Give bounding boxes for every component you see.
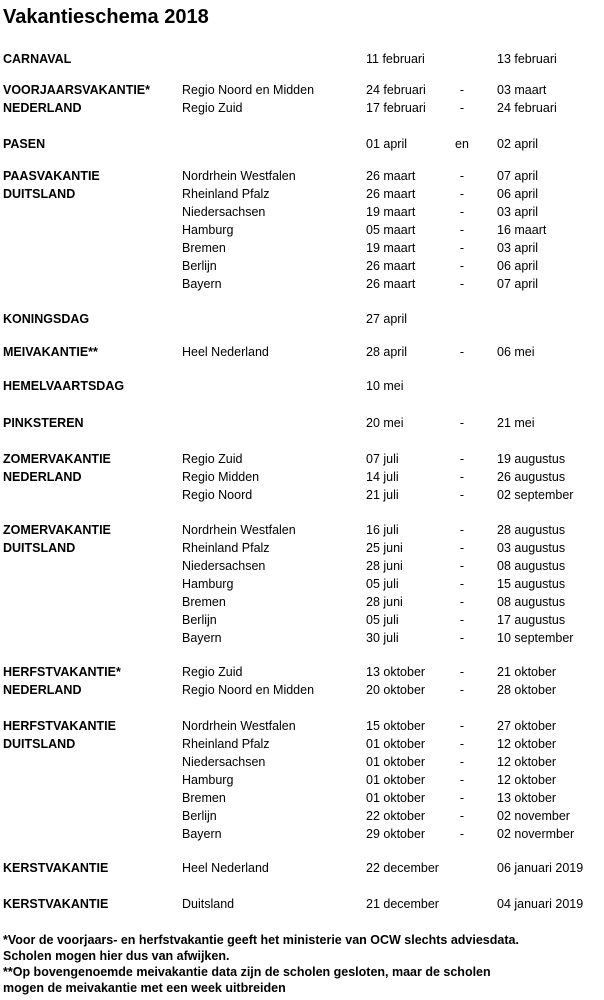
end-date: 13 februari [497,52,557,66]
start-date: 30 juli [366,631,399,645]
start-date: 19 maart [366,205,416,219]
date-separator: - [459,169,465,183]
region-name: Hamburg [182,773,234,787]
end-date: 27 oktober [497,719,557,733]
end-date: 12 oktober [497,755,557,769]
region-name: Duitsland [182,897,235,911]
start-date: 29 oktober [366,827,426,841]
region-name: Bayern [182,277,222,291]
date-separator: - [459,345,465,359]
end-date: 03 april [497,205,538,219]
end-date: 28 augustus [497,523,566,537]
date-separator: - [459,773,465,787]
date-separator: - [459,277,465,291]
date-separator: - [459,595,465,609]
date-separator: - [459,488,465,502]
region-name: Rheinland Pfalz [182,541,270,555]
region-name: Regio Zuid [182,452,243,466]
date-separator: - [459,83,465,97]
period-label: KERSTVAKANTIE [3,861,109,875]
date-separator: - [459,719,465,733]
start-date: 10 mei [366,379,404,393]
start-date: 01 april [366,137,407,151]
footnotes [3,932,601,996]
region-name: Niedersachsen [182,559,266,573]
end-date: 02 november [497,809,570,823]
start-date: 15 oktober [366,719,426,733]
date-separator: - [459,259,465,273]
footnote-line: **Op bovengenoemde meivakantie data zijn de scholen gesloten, maar de scholen [3,965,491,979]
start-date: 01 oktober [366,755,426,769]
end-date: 24 februari [497,101,557,115]
end-date: 21 mei [497,416,535,430]
date-separator: - [459,541,465,555]
start-date: 28 april [366,345,407,359]
end-date: 06 mei [497,345,535,359]
period-label: DUITSLAND [3,737,76,751]
date-separator: - [459,101,465,115]
date-separator: - [459,523,465,537]
period-label: HERFSTVAKANTIE [3,719,116,733]
region-name: Bayern [182,631,222,645]
date-separator: - [459,223,465,237]
period-label: HERFSTVAKANTIE* [3,665,121,679]
date-separator: - [459,737,465,751]
date-separator: - [459,791,465,805]
start-date: 11 februari [366,52,425,66]
date-separator: - [459,470,465,484]
date-separator: - [459,559,465,573]
start-date: 24 februari [366,83,426,97]
end-date: 26 augustus [497,470,566,484]
start-date: 26 maart [366,187,416,201]
period-label: KONINGSDAG [3,312,90,326]
end-date: 02 novermber [497,827,575,841]
footnote-line: mogen de meivakantie met een week uitbreiden [3,981,286,995]
region-name: Bayern [182,827,222,841]
start-date: 25 juni [366,541,403,555]
region-name: Regio Noord en Midden [182,83,315,97]
end-date: 19 augustus [497,452,566,466]
region-name: Bremen [182,241,226,255]
period-label: CARNAVAL [3,52,72,66]
start-date: 01 oktober [366,737,426,751]
date-separator: - [459,416,465,430]
start-date: 19 maart [366,241,416,255]
region-name: Heel Nederland [182,861,269,875]
region-name: Regio Noord [182,488,253,502]
start-date: 14 juli [366,470,399,484]
date-separator: - [459,613,465,627]
region-name: Nordrhein Westfalen [182,719,296,733]
start-date: 07 juli [366,452,399,466]
end-date: 12 oktober [497,773,557,787]
end-date: 07 april [497,169,538,183]
end-date: 04 januari 2019 [497,897,584,911]
region-name: Regio Noord en Midden [182,683,315,697]
end-date: 17 augustus [497,613,566,627]
region-name: Regio Zuid [182,101,243,115]
date-separator: - [459,452,465,466]
start-date: 26 maart [366,169,416,183]
period-label: PINKSTEREN [3,416,84,430]
end-date: 21 oktober [497,665,557,679]
start-date: 20 mei [366,416,404,430]
date-separator: - [459,577,465,591]
region-name: Berlijn [182,613,217,627]
date-separator: - [459,665,465,679]
end-date: 03 april [497,241,538,255]
end-date: 15 augustus [497,577,566,591]
region-name: Regio Midden [182,470,260,484]
period-label: PAASVAKANTIE [3,169,100,183]
region-name: Nordrhein Westfalen [182,169,296,183]
end-date: 07 april [497,277,538,291]
start-date: 13 oktober [366,665,426,679]
document-title: Vakantieschema 2018 [3,6,209,28]
footnote-line: *Voor de voorjaars- en herfstvakantie geeft het ministerie van OCW slechts adviesdata. [3,933,519,947]
date-separator: - [459,241,465,255]
end-date: 03 maart [497,83,547,97]
region-name: Niedersachsen [182,755,266,769]
period-label: NEDERLAND [3,470,82,484]
period-label: KERSTVAKANTIE [3,897,109,911]
date-separator: - [459,827,465,841]
region-name: Berlijn [182,809,217,823]
region-name: Rheinland Pfalz [182,737,270,751]
region-name: Rheinland Pfalz [182,187,270,201]
period-label: HEMELVAARTSDAG [3,379,125,393]
region-name: Niedersachsen [182,205,266,219]
end-date: 02 april [497,137,538,151]
period-label: NEDERLAND [3,683,82,697]
start-date: 22 december [366,861,439,875]
period-label: VOORJAARSVAKANTIE* [3,83,151,97]
start-date: 21 juli [366,488,399,502]
end-date: 02 september [497,488,574,502]
start-date: 05 juli [366,577,399,591]
period-label: MEIVAKANTIE** [3,345,98,359]
end-date: 06 januari 2019 [497,861,584,875]
period-label: DUITSLAND [3,187,76,201]
end-date: 03 augustus [497,541,566,555]
start-date: 26 maart [366,277,416,291]
start-date: 27 april [366,312,407,326]
period-label: ZOMERVAKANTIE [3,523,111,537]
end-date: 16 maart [497,223,547,237]
period-label: ZOMERVAKANTIE [3,452,111,466]
footnote-line: Scholen mogen hier dus van afwijken. [3,949,230,963]
region-name: Bremen [182,595,226,609]
period-label: PASEN [3,137,46,151]
date-separator: - [459,809,465,823]
start-date: 01 oktober [366,773,426,787]
date-separator: - [459,683,465,697]
date-separator: - [459,205,465,219]
region-name: Nordrhein Westfalen [182,523,296,537]
start-date: 28 juni [366,559,403,573]
end-date: 28 oktober [497,683,557,697]
start-date: 21 december [366,897,439,911]
start-date: 17 februari [366,101,426,115]
start-date: 20 oktober [366,683,426,697]
start-date: 28 juni [366,595,403,609]
start-date: 26 maart [366,259,416,273]
end-date: 12 oktober [497,737,557,751]
start-date: 22 oktober [366,809,426,823]
region-name: Hamburg [182,577,234,591]
start-date: 05 maart [366,223,416,237]
region-name: Hamburg [182,223,234,237]
date-separator: en [455,137,469,151]
start-date: 16 juli [366,523,399,537]
date-separator: - [459,631,465,645]
end-date: 10 september [497,631,574,645]
period-label: DUITSLAND [3,541,76,555]
region-name: Heel Nederland [182,345,269,359]
end-date: 08 augustus [497,559,566,573]
date-separator: - [459,755,465,769]
date-separator: - [459,187,465,201]
end-date: 06 april [497,259,538,273]
end-date: 08 augustus [497,595,566,609]
region-name: Bremen [182,791,226,805]
period-label: NEDERLAND [3,101,82,115]
region-name: Berlijn [182,259,217,273]
end-date: 06 april [497,187,538,201]
start-date: 01 oktober [366,791,426,805]
start-date: 05 juli [366,613,399,627]
end-date: 13 oktober [497,791,557,805]
region-name: Regio Zuid [182,665,243,679]
